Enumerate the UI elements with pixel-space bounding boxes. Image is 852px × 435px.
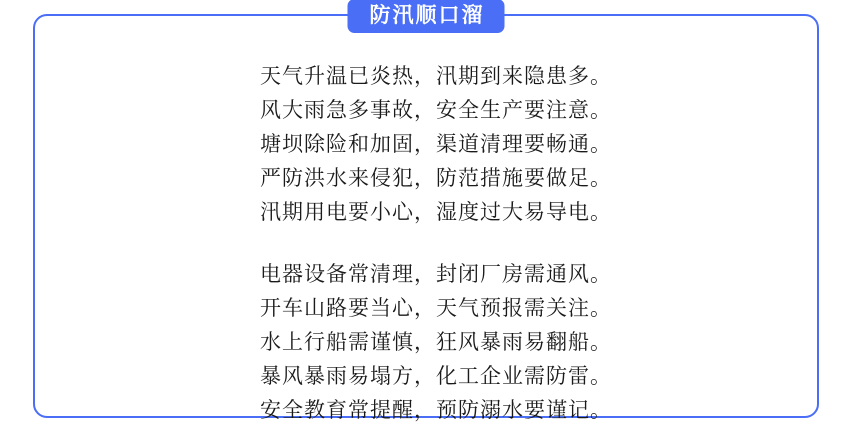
- verse-line: 严防洪水来侵犯，防范措施要做足。: [260, 167, 612, 190]
- verse-line: 开车山路要当心，天气预报需关注。: [260, 297, 612, 320]
- stanza-separator: [260, 230, 817, 258]
- verse-body: [35, 60, 817, 428]
- verse-line: 电器设备常清理，封闭厂房需通风。: [260, 263, 612, 286]
- verse-line: 风大雨急多事故，安全生产要注意。: [260, 99, 612, 122]
- verse-line: 暴风暴雨易塌方，化工企业需防雷。: [260, 365, 612, 388]
- page-title: 防汛顺口溜: [348, 0, 505, 33]
- verse-stanza: [260, 258, 817, 428]
- verse-line: 汛期用电要小心，湿度过大易导电。: [260, 201, 612, 224]
- poster-card: [33, 4, 819, 422]
- verse-line: 天气升温已炎热，汛期到来隐患多。: [260, 65, 612, 88]
- verse-line: 塘坝除险和加固，渠道清理要畅通。: [260, 133, 612, 156]
- verse-line: 安全教育常提醒，预防溺水要谨记。: [260, 399, 612, 422]
- verse-stanza: [260, 60, 817, 230]
- verse-line: 水上行船需谨慎，狂风暴雨易翻船。: [260, 331, 612, 354]
